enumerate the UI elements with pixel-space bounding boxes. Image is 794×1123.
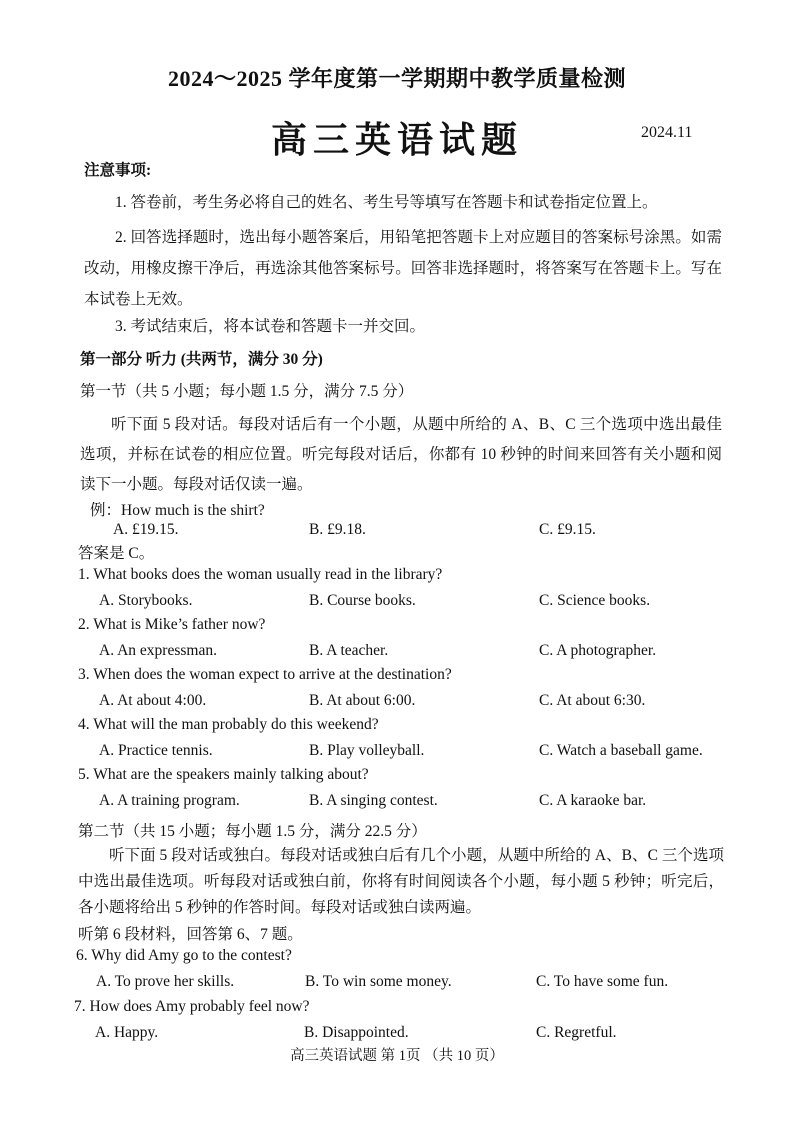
- question-1-option-a: A. Storybooks.: [99, 592, 193, 609]
- question-7-option-b: B. Disappointed.: [304, 1024, 409, 1041]
- example-option-a: A. £19.15.: [113, 521, 179, 538]
- part1-heading: 第一部分 听力 (共两节，满分 30 分): [80, 351, 323, 368]
- question-5-option-b: B. A singing contest.: [309, 792, 438, 809]
- question-3-option-a: A. At about 4:00.: [99, 692, 207, 709]
- notice-item-1: 1. 答卷前，考生务必将自己的姓名、考生号等填写在答题卡和试卷指定位置上。: [115, 194, 658, 211]
- example-option-b: B. £9.18.: [309, 521, 366, 538]
- notice-heading: 注意事项:: [84, 162, 152, 179]
- question-7-option-c: C. Regretful.: [536, 1024, 617, 1041]
- question-6-option-b: B. To win some money.: [305, 973, 452, 990]
- question-4-option-a: A. Practice tennis.: [99, 742, 213, 759]
- example-option-c: C. £9.15.: [539, 521, 596, 538]
- page-footer: 高三英语试题 第 1页 （共 10 页）: [290, 1048, 504, 1064]
- section2-instructions: 听下面 5 段对话或独白。每段对话或独白后有几个小题，从题中所给的 A、B、C 三个选项中选出最佳选项。听每段对话或独白前，你将有时间阅读各个小题，每小题 5 秒钟；听完后，各小题将给出 5 秒钟的作答时间。每段对话或独白读两遍。: [78, 847, 724, 916]
- question-1-option-b: B. Course books.: [309, 592, 416, 609]
- section1-instructions: 听下面 5 段对话。每段对话后有一个小题，从题中所给的 A、B、C 三个选项中选出最佳选项，并标在试卷的相应位置。听完每段对话后，你都有 10 秒钟的时间来回答有关小题和阅读下一小题。每段对话仅读一遍。: [80, 416, 722, 493]
- question-6-option-c: C. To have some fun.: [536, 973, 669, 990]
- question-6: 6. Why did Amy go to the contest?: [76, 947, 292, 964]
- notice-item-3: 3. 考试结束后，将本试卷和答题卡一并交回。: [115, 318, 426, 335]
- question-7: 7. How does Amy probably feel now?: [74, 998, 310, 1015]
- question-2-option-b: B. A teacher.: [309, 642, 389, 659]
- question-3-option-c: C. At about 6:30.: [539, 692, 646, 709]
- question-2-option-a: A. An expressman.: [99, 642, 217, 659]
- question-2-option-c: C. A photographer.: [539, 642, 657, 659]
- notice-item-2: 2. 回答选择题时，选出每小题答案后，用铅笔把答题卡上对应题目的答案标号涂黑。如需改动，用橡皮擦干净后，再选涂其他答案标号。回答非选择题时，将答案写在答题卡上。写在本试卷上无效。: [84, 229, 722, 308]
- question-5: 5. What are the speakers mainly talking about?: [78, 766, 369, 783]
- question-3: 3. When does the woman expect to arrive at the destination?: [78, 666, 452, 683]
- question-4-option-c: C. Watch a baseball game.: [539, 742, 703, 759]
- question-7-option-a: A. Happy.: [95, 1024, 159, 1041]
- exam-header: 2024～2025 学年度第一学期期中教学质量检测: [167, 66, 626, 91]
- question-5-option-c: C. A karaoke bar.: [539, 792, 647, 809]
- example-answer: 答案是 C。: [78, 545, 155, 562]
- section1-heading: 第一节（共 5 小题；每小题 1.5 分，满分 7.5 分）: [80, 383, 414, 400]
- question-3-option-b: B. At about 6:00.: [309, 692, 416, 709]
- section2-heading: 第二节（共 15 小题；每小题 1.5 分，满分 22.5 分）: [78, 823, 427, 840]
- question-6-option-a: A. To prove her skills.: [96, 973, 235, 990]
- question-1-option-c: C. Science books.: [539, 592, 651, 609]
- question-1: 1. What books does the woman usually read in the library?: [78, 566, 443, 583]
- material-6-heading: 听第 6 段材料，回答第 6、7 题。: [78, 926, 303, 943]
- question-4-option-b: B. Play volleyball.: [309, 742, 425, 759]
- exam-date: 2024.11: [641, 124, 693, 141]
- example-question: 例：How much is the shirt?: [90, 502, 265, 519]
- question-5-option-a: A. A training program.: [99, 792, 240, 809]
- question-2: 2. What is Mike’s father now?: [78, 616, 266, 633]
- question-4: 4. What will the man probably do this weekend?: [78, 716, 379, 733]
- page-title: 高三英语试题: [270, 120, 523, 160]
